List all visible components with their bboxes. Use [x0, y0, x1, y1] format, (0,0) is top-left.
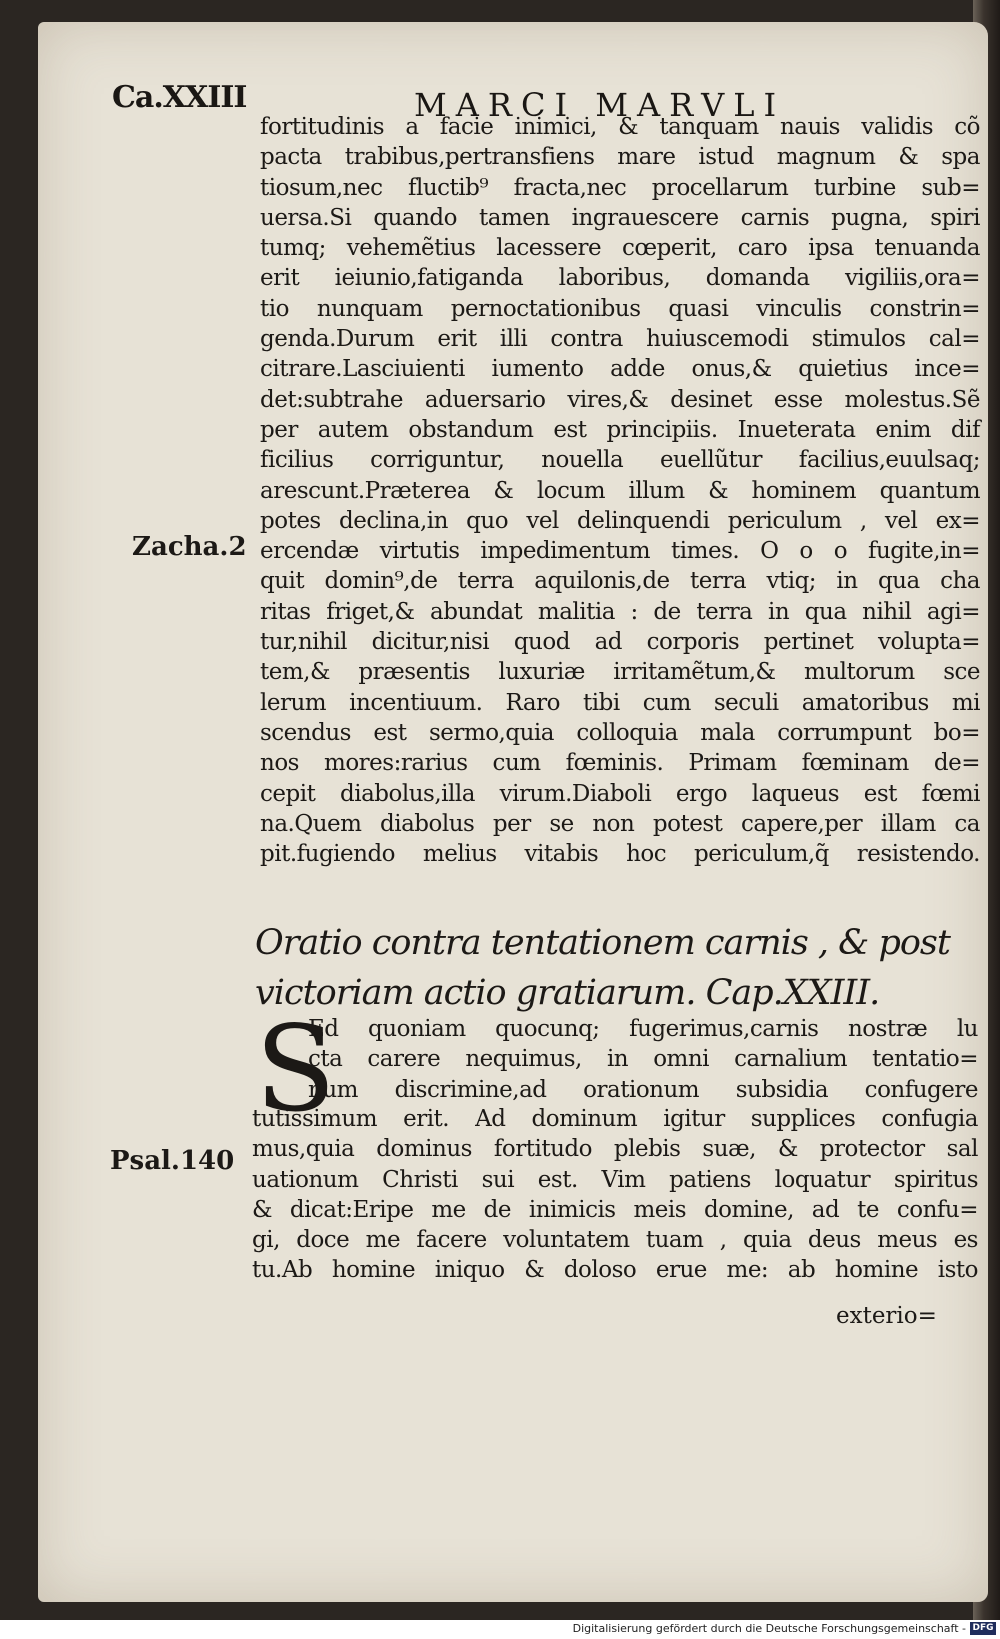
text-line: scendus est sermo,quia colloquia mala corrumpunt bo=	[260, 719, 980, 746]
drop-capital: S	[255, 1000, 336, 1138]
text-line: tiosum,nec fluctib⁹ fracta,nec procellarum turbine sub=	[260, 174, 980, 201]
body-text-bottom	[252, 1104, 978, 1286]
text-line: Ed quoniam quocunq; fugerimus,carnis nostræ lu	[308, 1016, 978, 1042]
text-line: quit domin⁹,de terra aquilonis,de terra vtiq; in qua cha	[260, 568, 980, 595]
text-line: num discrimine,ad orationum subsidia confugere	[308, 1076, 978, 1103]
running-title: MARCI MARVLI	[414, 86, 786, 124]
text-line: tu.Ab homine iniquo & doloso erue me: ab homine isto	[252, 1257, 978, 1284]
chapter-reference: Ca.XXIII	[112, 80, 247, 115]
dfg-logo: DFG	[970, 1622, 996, 1635]
text-line: mus,quia dominus fortitudo plebis suæ, & protector sal	[252, 1136, 978, 1163]
text-line: tur,nihil dicitur,nisi quod ad corporis pertinet volupta=	[260, 629, 980, 656]
text-line: ercendæ virtutis impedimentum times. O o o fugite,in=	[260, 538, 980, 565]
text-line: tem,& præsentis luxuriæ irritamẽtum,& multorum sce	[260, 659, 980, 686]
body-text-indented	[308, 1014, 978, 1105]
chapter-title-line: Oratio contra tentationem carnis , & post	[255, 923, 950, 963]
text-line: citrare.Lasciuienti iumento adde onus,& quietius ince=	[260, 356, 980, 383]
text-line: lerum incentiuum. Raro tibi cum seculi amatoribus mi	[260, 689, 980, 716]
text-line: cta carere nequimus, in omni carnalium tentatio=	[308, 1046, 978, 1073]
text-line: cepit diabolus,illa virum.Diaboli ergo laqueus est fœmi	[260, 780, 980, 807]
text-line: ficilius corriguntur, nouella euellũtur facilius,euulsaq;	[260, 447, 980, 474]
chapter-title-line: victoriam actio gratiarum. Cap.XXIII.	[255, 973, 880, 1013]
text-line: nos mores:rarius cum fœminis. Primam fœminam de=	[260, 750, 980, 777]
text-line: det:subtrahe aduersario vires,& desinet esse molestus.Sẽ	[260, 386, 980, 413]
text-line: arescunt.Præterea & locum illum & hominem quantum	[260, 477, 980, 504]
text-line: uationum Christi sui est. Vim patiens loquatur spiritus	[252, 1166, 978, 1193]
digitization-footer	[0, 1620, 1000, 1639]
text-line: & dicat:Eripe me de inimicis meis domine, ad te confu=	[252, 1196, 978, 1223]
text-line: pacta trabibus,pertransfiens mare istud magnum & spa	[260, 144, 980, 171]
text-line: fortitudinis a facie inimici, & tanquam nauis validis cõ	[260, 114, 980, 140]
text-line: tio nunquam pernoctationibus quasi vinculis constrin=	[260, 295, 980, 322]
catchword: exterio=	[836, 1303, 937, 1329]
footer-credit: Digitalisierung gefördert durch die Deutsche Forschungsgemeinschaft -	[572, 1622, 966, 1635]
chapter-title	[255, 918, 975, 1018]
text-line: gi, doce me facere voluntatem tuam , quia deus meus es	[252, 1227, 978, 1254]
text-line: na.Quem diabolus per se non potest capere,per illam ca	[260, 810, 980, 837]
text-line: per autem obstandum est principiis. Inueterata enim dif	[260, 416, 980, 443]
text-line: erit ieiunio,fatiganda laboribus, domanda vigiliis,ora=	[260, 265, 980, 292]
margin-note-psal: Psal.140	[110, 1146, 235, 1176]
text-line: potes declina,in quo vel delinquendi periculum , vel ex=	[260, 507, 980, 534]
text-line: uersa.Si quando tamen ingrauescere carnis pugna, spiri	[260, 204, 980, 231]
text-line: ritas friget,& abundat malitia : de terra in qua nihil agi=	[260, 598, 980, 625]
text-line: pit.fugiendo melius vitabis hoc periculum,q̃ resistendo.	[260, 841, 980, 868]
text-line: tumq; vehemẽtius lacessere cœperit, caro ipsa tenuanda	[260, 235, 980, 262]
margin-note-zacha: Zacha.2	[132, 532, 247, 562]
body-text-top	[260, 112, 980, 869]
text-line: genda.Durum erit illi contra huiuscemodi stimulos cal=	[260, 326, 980, 353]
text-line: tutissimum erit. Ad dominum igitur supplices confugia	[252, 1106, 978, 1132]
